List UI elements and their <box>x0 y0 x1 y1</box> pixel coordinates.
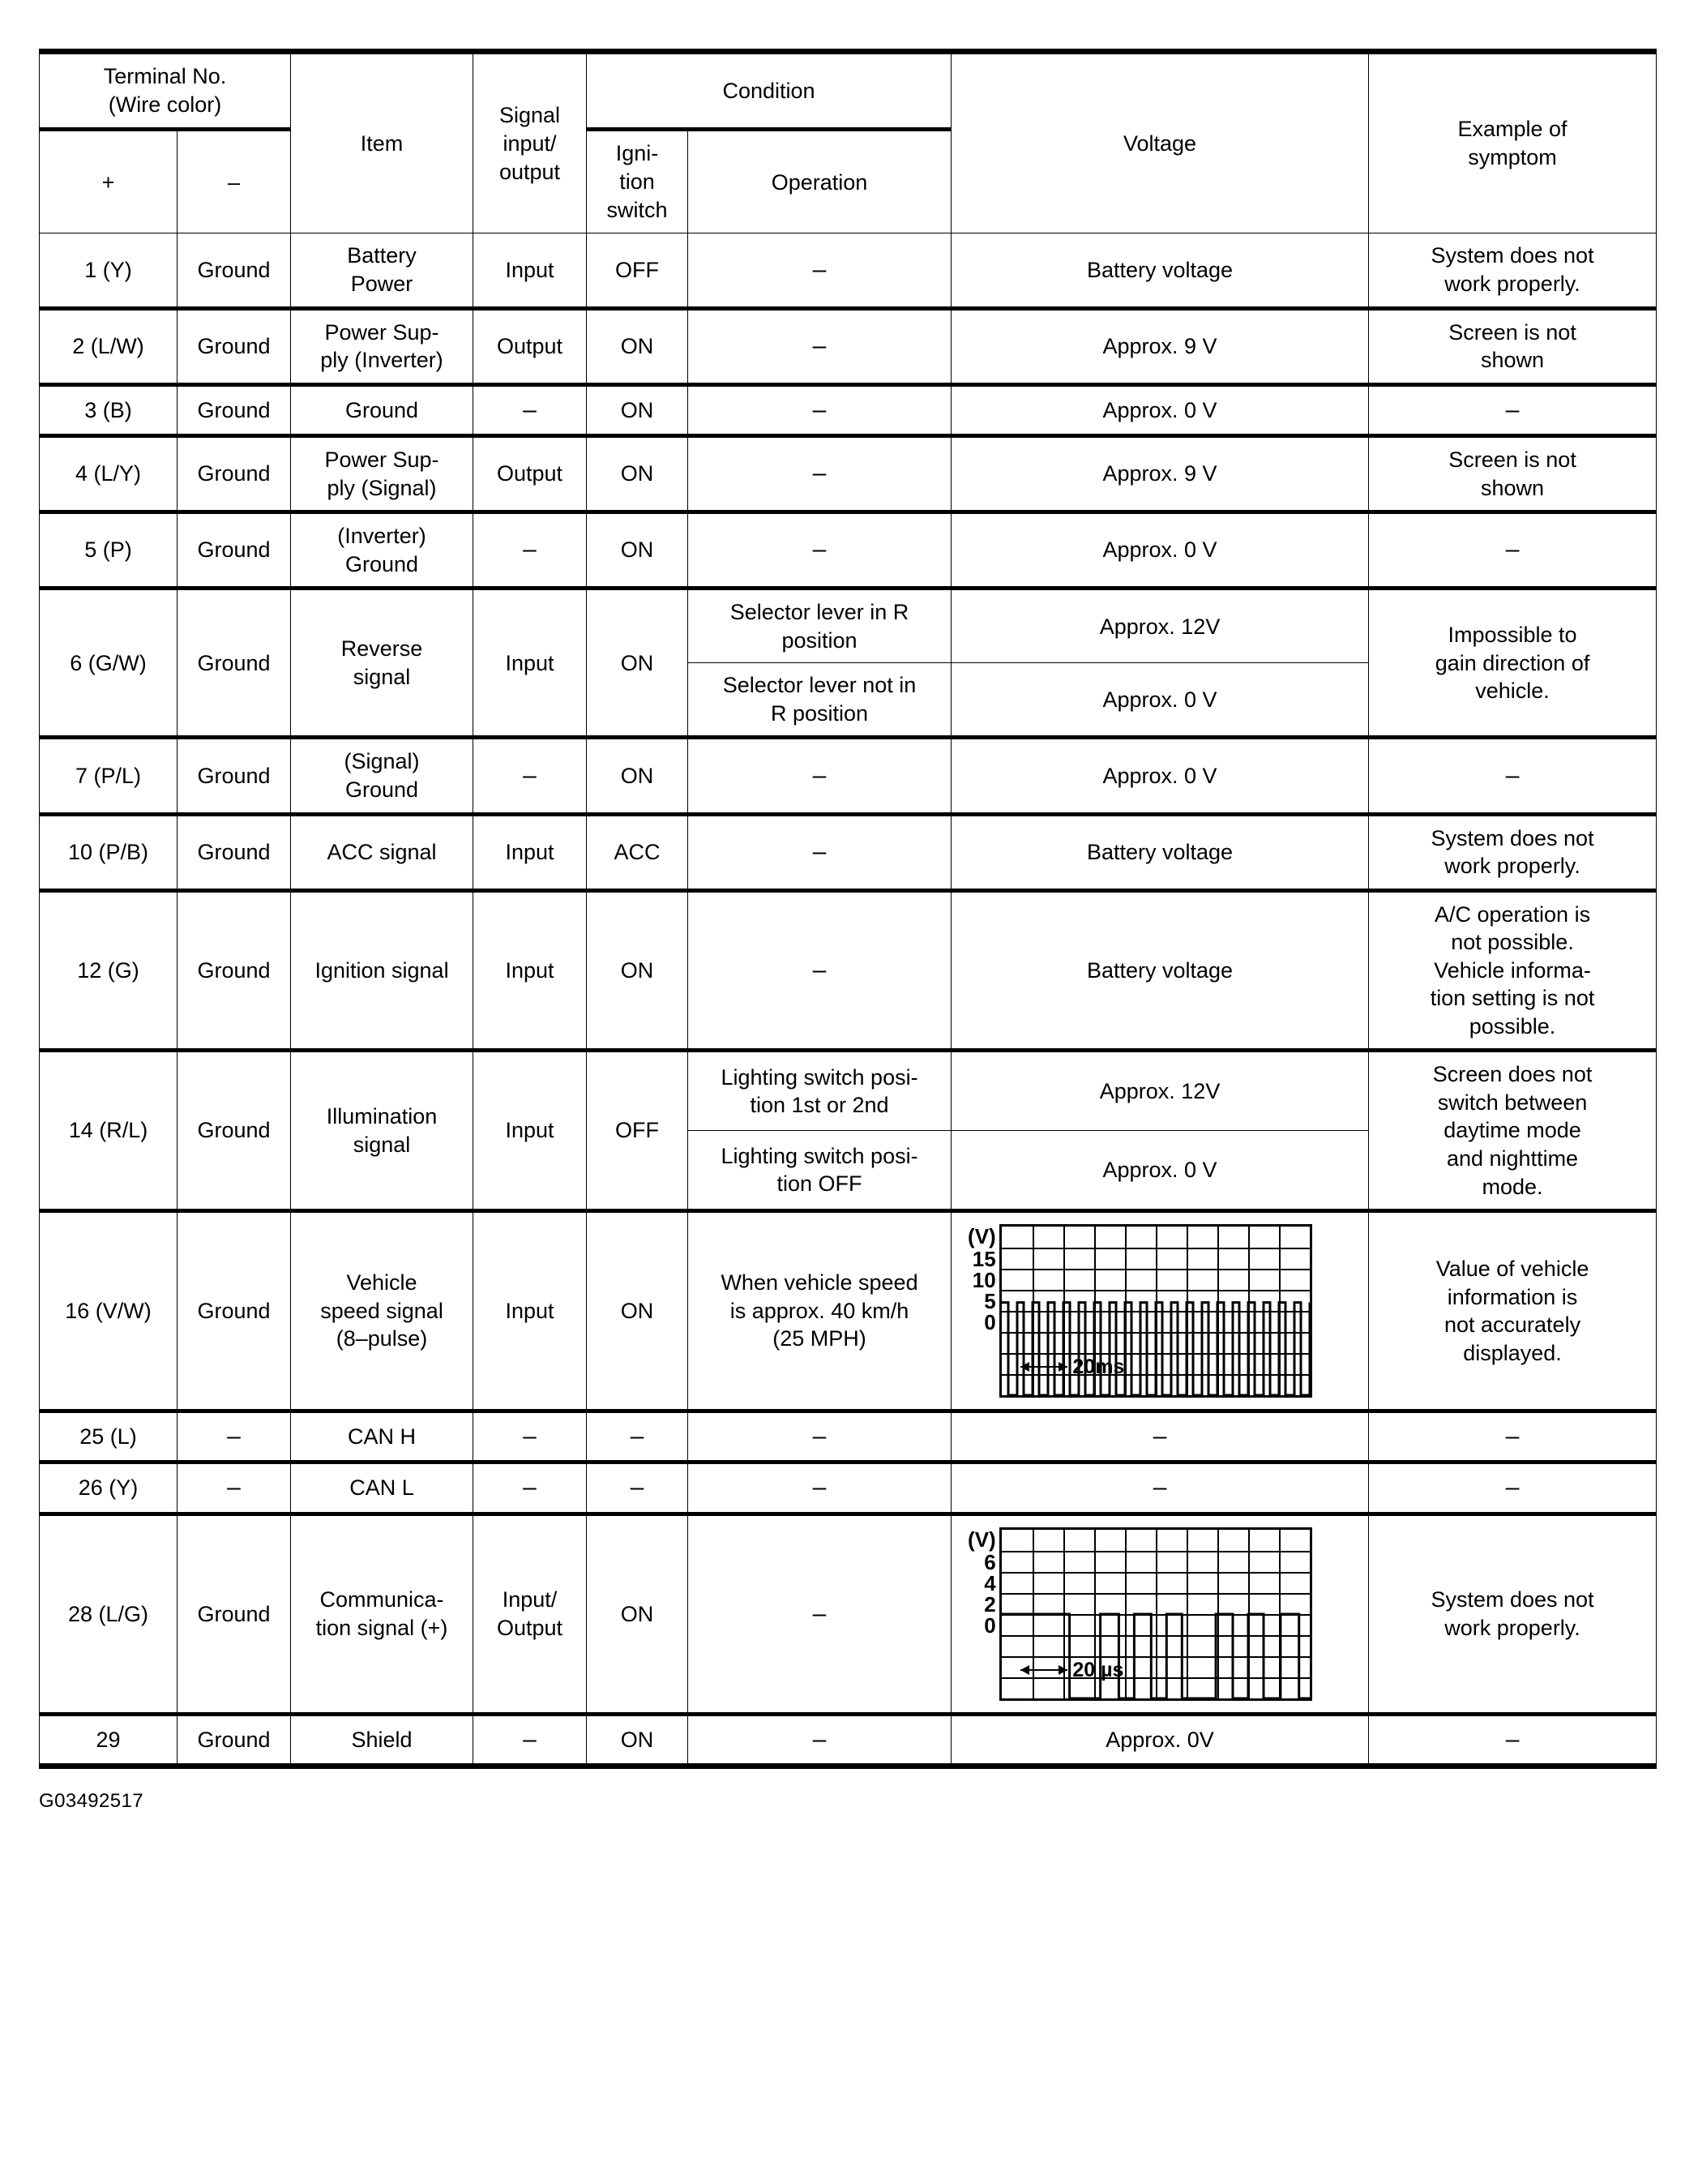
waveform-grid <box>999 1527 1312 1701</box>
cell-operation: – <box>688 738 952 814</box>
cell-item: Shield <box>291 1714 473 1766</box>
cell-terminal-plus: 26 (Y) <box>40 1462 177 1514</box>
header-operation: Operation <box>688 130 952 233</box>
cell-operation: – <box>688 308 952 384</box>
cell-operation: Selector lever in R position <box>688 589 952 663</box>
cell-signal-io: Output <box>473 436 587 512</box>
cell-ignition-switch: ON <box>587 1714 688 1766</box>
cell-ignition-switch: ON <box>587 738 688 814</box>
waveform-time-marker <box>1020 1354 1125 1380</box>
cell-signal-io: Input <box>473 233 587 308</box>
cell-terminal-plus: 3 (B) <box>40 384 177 435</box>
cell-item: Vehicle speed signal (8–pulse) <box>291 1211 473 1411</box>
header-signal-io-line2: input/ <box>503 131 557 156</box>
header-terminal-no-line1: Terminal No. <box>103 64 227 88</box>
header-ignition-switch <box>587 130 688 233</box>
cell-ignition-switch: ACC <box>587 814 688 890</box>
cell-operation: Lighting switch posi- tion OFF <box>688 1131 952 1211</box>
cell-operation: – <box>688 1462 952 1514</box>
cell-ignition-switch: ON <box>587 890 688 1051</box>
cell-terminal-plus: 25 (L) <box>40 1411 177 1462</box>
cell-operation: – <box>688 1411 952 1462</box>
cell-signal-io: – <box>473 384 587 435</box>
table-row <box>40 1462 1657 1514</box>
cell-ignition-switch: – <box>587 1462 688 1514</box>
cell-terminal-plus: 6 (G/W) <box>40 589 177 738</box>
waveform-time-label: 20 µs <box>1072 1659 1124 1682</box>
waveform-time-marker <box>1020 1657 1124 1683</box>
cell-operation: – <box>688 436 952 512</box>
table-row <box>40 308 1657 384</box>
oscilloscope-waveform <box>960 1219 1360 1402</box>
header-plus: + <box>40 130 177 233</box>
cell-ignition-switch: ON <box>587 308 688 384</box>
cell-ignition-switch: ON <box>587 589 688 738</box>
cell-voltage <box>952 1211 1369 1411</box>
cell-signal-io: – <box>473 738 587 814</box>
waveform-y-tick: 2 <box>984 1591 996 1617</box>
cell-terminal-plus: 12 (G) <box>40 890 177 1051</box>
waveform-y-tick: 4 <box>984 1570 996 1595</box>
cell-example-of-symptom: A/C operation is not possible. Vehicle informa- tion setting is not possible. <box>1369 890 1657 1051</box>
cell-terminal-minus: Ground <box>177 1211 291 1411</box>
cell-operation: – <box>688 512 952 589</box>
cell-example-of-symptom: System does not work properly. <box>1369 1514 1657 1714</box>
cell-item: Ground <box>291 384 473 435</box>
cell-operation: – <box>688 890 952 1051</box>
cell-item: Power Sup- ply (Signal) <box>291 436 473 512</box>
cell-ignition-switch: OFF <box>587 1051 688 1211</box>
cell-operation: Selector lever not in R position <box>688 663 952 738</box>
cell-example-of-symptom: Screen is not shown <box>1369 436 1657 512</box>
cell-terminal-plus: 2 (L/W) <box>40 308 177 384</box>
header-voltage: Voltage <box>952 52 1369 233</box>
cell-terminal-minus: Ground <box>177 512 291 589</box>
cell-signal-io: Input <box>473 814 587 890</box>
header-signal-io-line3: output <box>498 159 561 184</box>
cell-terminal-minus: Ground <box>177 384 291 435</box>
waveform-y-tick: 15 <box>972 1247 996 1272</box>
table-row <box>40 814 1657 890</box>
cell-operation: – <box>688 814 952 890</box>
cell-terminal-plus: 29 <box>40 1714 177 1766</box>
cell-item: (Signal) Ground <box>291 738 473 814</box>
cell-terminal-minus: Ground <box>177 1714 291 1766</box>
cell-signal-io: Input <box>473 1211 587 1411</box>
cell-voltage: Approx. 12V <box>952 1051 1369 1131</box>
cell-voltage <box>952 1514 1369 1714</box>
cell-example-of-symptom: System does not work properly. <box>1369 814 1657 890</box>
cell-terminal-minus: – <box>177 1411 291 1462</box>
cell-item: ACC signal <box>291 814 473 890</box>
cell-voltage: Approx. 12V <box>952 589 1369 663</box>
cell-terminal-minus: Ground <box>177 233 291 308</box>
cell-voltage: Approx. 0 V <box>952 663 1369 738</box>
cell-terminal-minus: Ground <box>177 1514 291 1714</box>
table-row <box>40 1051 1657 1131</box>
waveform-y-tick: 0 <box>984 1310 996 1335</box>
table-row <box>40 1714 1657 1766</box>
cell-example-of-symptom: Screen is not shown <box>1369 308 1657 384</box>
table-head <box>40 52 1657 233</box>
oscilloscope-waveform <box>960 1522 1360 1706</box>
cell-terminal-plus: 1 (Y) <box>40 233 177 308</box>
cell-voltage: Approx. 9 V <box>952 308 1369 384</box>
cell-ignition-switch: OFF <box>587 233 688 308</box>
table-row <box>40 890 1657 1051</box>
cell-ignition-switch: ON <box>587 384 688 435</box>
cell-item: Illumination signal <box>291 1051 473 1211</box>
waveform-y-axis <box>968 1527 996 1636</box>
cell-example-of-symptom: – <box>1369 512 1657 589</box>
cell-signal-io: Input <box>473 1051 587 1211</box>
cell-item: Ignition signal <box>291 890 473 1051</box>
cell-example-of-symptom: Screen does not switch between daytime mode and nighttime mode. <box>1369 1051 1657 1211</box>
cell-signal-io: – <box>473 1714 587 1766</box>
cell-signal-io: Input <box>473 890 587 1051</box>
cell-voltage: Approx. 0 V <box>952 384 1369 435</box>
waveform-time-label: 20ms <box>1072 1355 1125 1379</box>
cell-example-of-symptom: – <box>1369 1411 1657 1462</box>
cell-operation: – <box>688 233 952 308</box>
waveform-y-tick: 10 <box>972 1268 996 1293</box>
cell-operation: When vehicle speed is approx. 40 km/h (25 MPH) <box>688 1211 952 1411</box>
cell-voltage: Approx. 0 V <box>952 512 1369 589</box>
table-row <box>40 1411 1657 1462</box>
cell-terminal-minus: Ground <box>177 308 291 384</box>
header-signal-io <box>473 52 587 233</box>
header-row-top <box>40 52 1657 130</box>
header-ignition-line2: tion <box>619 169 655 195</box>
cell-voltage: – <box>952 1462 1369 1514</box>
cell-item: (Inverter) Ground <box>291 512 473 589</box>
waveform-grid <box>999 1224 1312 1398</box>
cell-signal-io: Input <box>473 589 587 738</box>
header-minus: – <box>177 130 291 233</box>
table-row <box>40 738 1657 814</box>
table-row <box>40 436 1657 512</box>
cell-item: Reverse signal <box>291 589 473 738</box>
waveform-y-tick: 6 <box>984 1549 996 1574</box>
table-row <box>40 384 1657 435</box>
cell-ignition-switch: ON <box>587 1514 688 1714</box>
cell-voltage: Approx. 0 V <box>952 1131 1369 1211</box>
header-terminal-no-line2: (Wire color) <box>108 92 222 118</box>
cell-operation: – <box>688 1514 952 1714</box>
cell-ignition-switch: – <box>587 1411 688 1462</box>
cell-item: Communica- tion signal (+) <box>291 1514 473 1714</box>
cell-voltage: Approx. 9 V <box>952 436 1369 512</box>
header-terminal-no <box>40 52 291 130</box>
waveform-y-axis <box>968 1224 996 1333</box>
cell-terminal-minus: Ground <box>177 436 291 512</box>
cell-item: CAN L <box>291 1462 473 1514</box>
cell-operation: – <box>688 384 952 435</box>
cell-example-of-symptom: – <box>1369 738 1657 814</box>
header-signal-io-line1: Signal <box>498 102 561 127</box>
cell-ignition-switch: ON <box>587 436 688 512</box>
terminal-inspection-table <box>39 49 1657 1769</box>
waveform-unit-label: (V) <box>968 1527 996 1552</box>
waveform-y-tick: 0 <box>984 1612 996 1638</box>
cell-terminal-plus: 10 (P/B) <box>40 814 177 890</box>
cell-terminal-minus: Ground <box>177 814 291 890</box>
cell-example-of-symptom: – <box>1369 1462 1657 1514</box>
cell-voltage: Approx. 0V <box>952 1714 1369 1766</box>
header-symptom-line2: symptom <box>1468 145 1557 170</box>
table-body <box>40 233 1657 1766</box>
cell-operation: – <box>688 1714 952 1766</box>
header-example-of-symptom <box>1369 52 1657 233</box>
cell-voltage: Battery voltage <box>952 814 1369 890</box>
cell-terminal-plus: 28 (L/G) <box>40 1514 177 1714</box>
waveform-unit-label: (V) <box>968 1224 996 1249</box>
cell-terminal-plus: 7 (P/L) <box>40 738 177 814</box>
cell-example-of-symptom: Impossible to gain direction of vehicle. <box>1369 589 1657 738</box>
cell-terminal-minus: Ground <box>177 1051 291 1211</box>
cell-voltage: – <box>952 1411 1369 1462</box>
waveform-y-tick: 5 <box>984 1289 996 1314</box>
cell-signal-io: Input/ Output <box>473 1514 587 1714</box>
cell-terminal-plus: 4 (L/Y) <box>40 436 177 512</box>
cell-ignition-switch: ON <box>587 512 688 589</box>
cell-item: Power Sup- ply (Inverter) <box>291 308 473 384</box>
cell-signal-io: – <box>473 1462 587 1514</box>
header-symptom-line1: Example of <box>1457 117 1568 142</box>
cell-example-of-symptom: System does not work properly. <box>1369 233 1657 308</box>
cell-operation: Lighting switch posi- tion 1st or 2nd <box>688 1051 952 1131</box>
table-row <box>40 1211 1657 1411</box>
cell-terminal-minus: Ground <box>177 890 291 1051</box>
table-row <box>40 589 1657 663</box>
cell-item: CAN H <box>291 1411 473 1462</box>
header-ignition-line3: switch <box>606 198 668 223</box>
table-row <box>40 233 1657 308</box>
cell-terminal-minus: Ground <box>177 738 291 814</box>
cell-terminal-plus: 5 (P) <box>40 512 177 589</box>
cell-ignition-switch: ON <box>587 1211 688 1411</box>
table-row <box>40 512 1657 589</box>
header-item: Item <box>291 52 473 233</box>
header-ignition-line1: Igni- <box>615 141 659 166</box>
cell-voltage: Battery voltage <box>952 890 1369 1051</box>
cell-terminal-plus: 16 (V/W) <box>40 1211 177 1411</box>
cell-terminal-plus: 14 (R/L) <box>40 1051 177 1211</box>
cell-voltage: Approx. 0 V <box>952 738 1369 814</box>
header-condition: Condition <box>587 52 952 130</box>
cell-example-of-symptom: – <box>1369 384 1657 435</box>
cell-terminal-minus: – <box>177 1462 291 1514</box>
table-row <box>40 1514 1657 1714</box>
cell-terminal-minus: Ground <box>177 589 291 738</box>
cell-voltage: Battery voltage <box>952 233 1369 308</box>
cell-signal-io: – <box>473 512 587 589</box>
cell-example-of-symptom: Value of vehicle information is not accurately displayed. <box>1369 1211 1657 1411</box>
cell-item: Battery Power <box>291 233 473 308</box>
cell-signal-io: Output <box>473 308 587 384</box>
cell-example-of-symptom: – <box>1369 1714 1657 1766</box>
cell-signal-io: – <box>473 1411 587 1462</box>
figure-code: G03492517 <box>39 1790 144 1812</box>
